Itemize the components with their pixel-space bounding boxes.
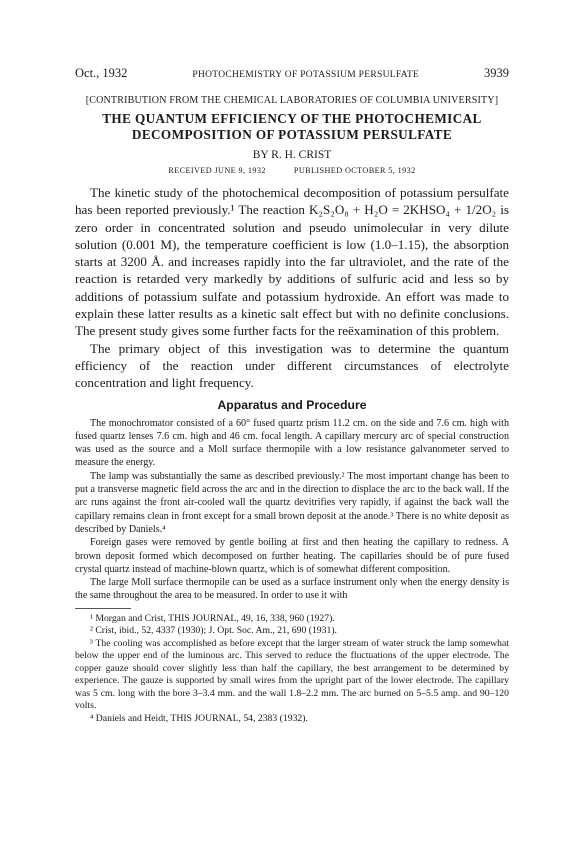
procedure-paragraph-1: The monochromator consisted of a 60° fused quartz prism 11.2 cm. on the side and 7.6 cm. high with fused quartz lenses 7.6 cm. high and 46 cm. focal length. A capillary mercury arc of special construction was used as the source and a Moll surface thermopile with a low resistance galvanometer served to measure the energy.: [75, 417, 509, 469]
footnote-divider: [75, 608, 131, 609]
contribution-line: [CONTRIBUTION FROM THE CHEMICAL LABORATORIES OF COLUMBIA UNIVERSITY]: [85, 95, 499, 106]
intro-paragraph-2: The primary object of this investigation was to determine the quantum efficiency of the reaction under different circumstances of electrolyte concentration and light frequency.: [75, 340, 509, 391]
footnote-3: ³ The cooling was accomplished as before except that the larger stream of water struck the lamp somewhat below the upper end of the luminous arc. This served to reduce the fluctuations of the upper electrode. The copper gauze should cover slightly less than half the capillary, the best arrangement to be determined by experience. The gauze is supported by small wires from the upright part of the lower electrode. The capillary was 5 cm. long with the bore 3–3.4 mm. and the wall 1.8–2.2 mm. The arc burned on 5–5.5 amp. and 90–120 volts.: [75, 637, 509, 712]
received-date: RECEIVED JUNE 9, 1932: [168, 166, 266, 175]
article-title: [75, 111, 509, 143]
author-byline: BY R. H. CRIST: [252, 149, 332, 161]
section-heading: Apparatus and Procedure: [217, 397, 367, 412]
received-published-dates: [75, 166, 509, 175]
published-date: PUBLISHED OCTOBER 5, 1932: [293, 166, 416, 175]
procedure-paragraph-4: The large Moll surface thermopile can be used as a surface instrument only when the energy density is the same throughout the area to be measured. In order to use it with: [75, 577, 509, 602]
procedure-paragraph-2: The lamp was substantially the same as described previously.² The most important change has been to put a transverse magnetic field across the arc and in the direction to displace the arc to the back wall. If the arc runs against the front air-cooled wall the quartz devitrifies very rapidly, if against the back wall the capillary remains clean in front except for a small brown deposit at the anode.³ There is no white deposit as described by Daniels.⁴: [75, 470, 509, 535]
footnote-2: ² Crist, ibid., 52, 4337 (1930); J. Opt. Soc. Am., 21, 690 (1931).: [90, 625, 337, 637]
procedure-paragraph-3: Foreign gases were removed by gentle boiling at first and then heating the capillary to redness. A brown deposit formed which decomposed on further heating. The capillaries should be of pure fused crystal quartz instead of machine-blown quartz, which is of somewhat different composition.: [75, 537, 509, 575]
journal-page: [75, 66, 509, 725]
intro-paragraph-1: The kinetic study of the photochemical decomposition of potassium persulfate has been reported previously.¹ The reaction K₂S₂O₈ + H₂O = 2KHSO₄ + 1/2O₂ is zero order in concentrated solution and pseudo unimolecular in very dilute solution (0.001 M), the temperature coefficient is low (1.0–1.15), the absorption starts at 3200 Å. and increases rapidly into the far ultraviolet, and the rate of the reaction is retarded very markedly by additions of sulfuric acid and less so by additions of potassium sulfate and potassium hydroxide. An effort was made to explain these latter results as a kinetic salt effect but with no definite conclusions. The present study gives some further facts for the reëxamination of this problem.: [75, 185, 509, 339]
title-line-1: THE QUANTUM EFFICIENCY OF THE PHOTOCHEMICAL: [102, 111, 482, 126]
footnote-1: ¹ Morgan and Crist, THIS JOURNAL, 49, 16, 338, 960 (1927).: [90, 612, 335, 624]
issue-date: Oct., 1932: [75, 66, 128, 80]
running-header: [75, 66, 509, 81]
page-number: 3939: [483, 66, 509, 80]
running-title: PHOTOCHEMISTRY OF POTASSIUM PERSULFATE: [192, 70, 420, 80]
title-line-2: DECOMPOSITION OF POTASSIUM PERSULFATE: [131, 127, 453, 142]
footnote-4: ⁴ Daniels and Heidt, THIS JOURNAL, 54, 2383 (1932).: [90, 712, 308, 724]
